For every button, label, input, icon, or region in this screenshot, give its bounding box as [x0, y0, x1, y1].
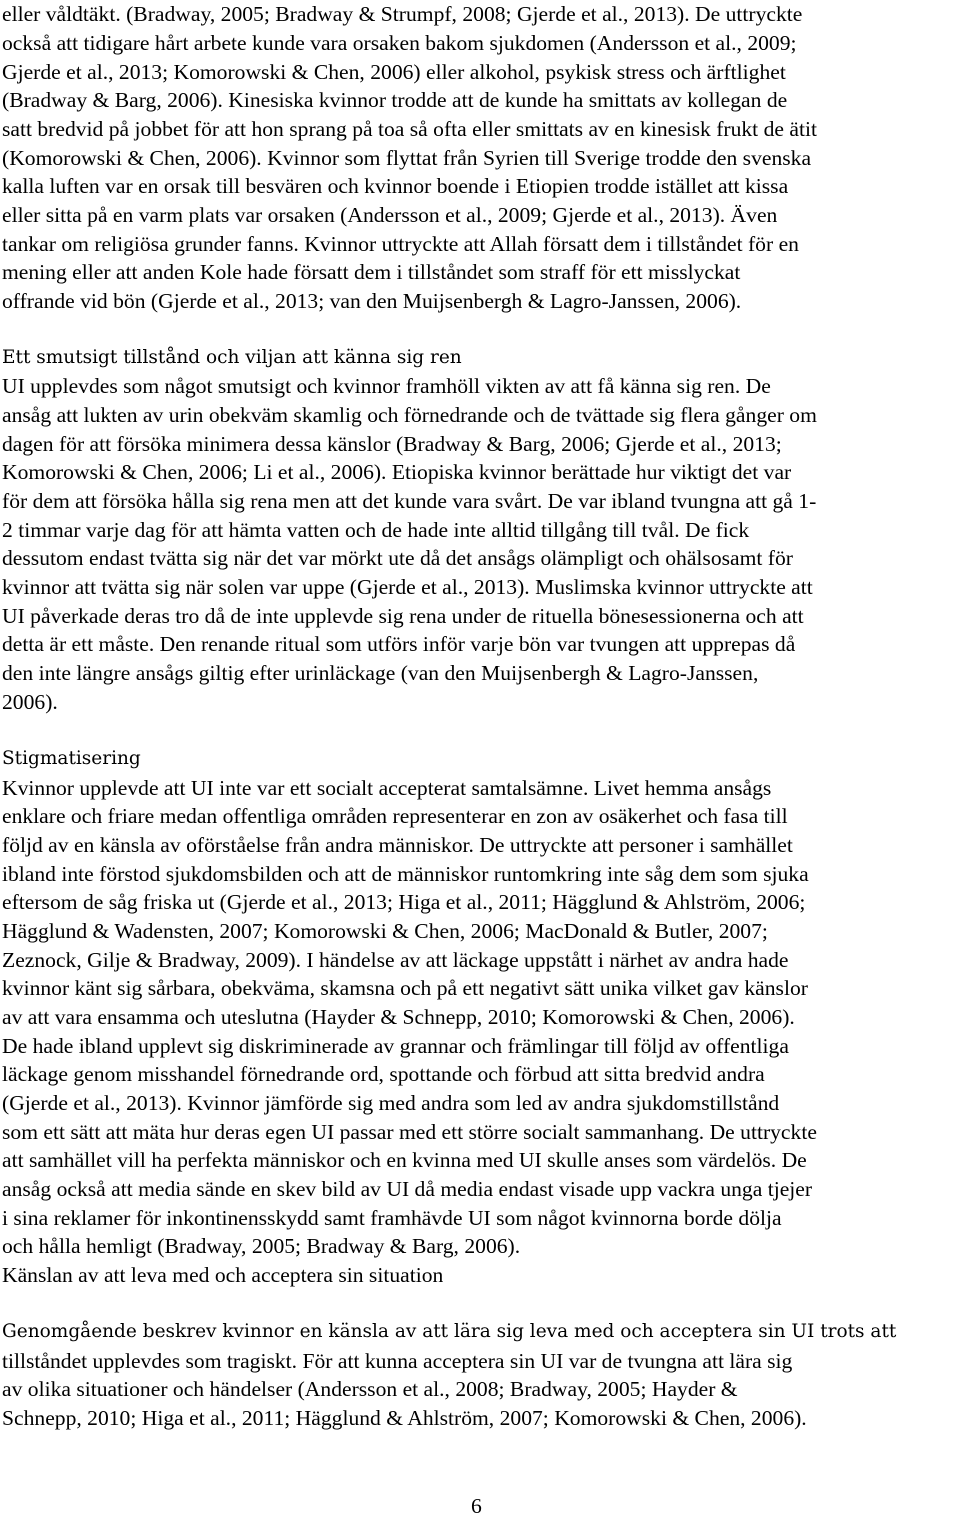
text-line: och hålla hemligt (Bradway, 2005; Bradway & Barg, 2006).	[2, 1234, 521, 1258]
text-line: mening eller att anden Kole hade försatt dem i tillståndet som straff för ett misslyckat	[2, 260, 741, 284]
text-line: satt bredvid på jobbet för att hon sprang på toa så ofta eller smittats av en kinesisk frukt de ätit	[2, 117, 817, 141]
text-line: offrande vid bön (Gjerde et al., 2013; van den Muijsenbergh & Lagro-Janssen, 2006).	[2, 289, 742, 313]
text-line: av olika situationer och händelser (Andersson et al., 2008; Bradway, 2005; Hayder &	[2, 1377, 738, 1401]
text-line: den inte längre ansågs giltig efter urinläckage (van den Muijsenbergh & Lagro-Janssen,	[2, 661, 759, 685]
text-line: Hägglund & Wadensten, 2007; Komorowski & Chen, 2006; MacDonald & Butler, 2007;	[2, 919, 768, 943]
text-line: 2 timmar varje dag för att hämta vatten och de hade inte alltid tillgång till tvål. De fick	[2, 518, 750, 542]
text-line: ibland inte förstod sjukdomsbilden och att de människor runtomkring inte såg dem som sjuka	[2, 862, 809, 886]
text-line: UI upplevdes som något smutsigt och kvinnor framhöll vikten av att få känna sig ren. De	[2, 374, 771, 398]
text-line: Känslan av att leva med och acceptera sin situation	[2, 1263, 444, 1287]
text-line: eller sitta på en varm plats var orsaken (Andersson et al., 2009; Gjerde et al., 2013). Även	[2, 203, 778, 227]
text-line: för dem att försöka hålla sig rena men att det kunde vara svårt. De var ibland tvungna att gå 1-	[2, 489, 817, 513]
section-heading: Ett smutsigt tillstånd och viljan att känna sig ren	[2, 347, 462, 368]
text-line: av att vara ensamma och uteslutna (Hayder & Schnepp, 2010; Komorowski & Chen, 2006).	[2, 1005, 795, 1029]
text-line: kvinnor att tvätta sig när solen var uppe (Gjerde et al., 2013). Muslimska kvinnor uttryckte att	[2, 575, 813, 599]
text-line: eller våldtäkt. (Bradway, 2005; Bradway & Strumpf, 2008; Gjerde et al., 2013). De uttryckte	[2, 2, 803, 26]
text-line: ansåg att lukten av urin obekväm skamlig och förnedrande och de tvättade sig flera gånger om	[2, 403, 817, 427]
text-line: följd av en känsla av oförståelse från andra människor. De uttryckte att personer i samhället	[2, 833, 793, 857]
text-line: i sina reklamer för inkontinensskydd samt framhävde UI som något kvinnorna borde dölja	[2, 1206, 782, 1230]
text-line: tillståndet upplevdes som tragiskt. För att kunna acceptera sin UI var de tvungna att lära sig	[2, 1349, 793, 1373]
text-line: detta är ett måste. Den renande ritual som utförs inför varje bön var tvungen att upprepas då	[2, 632, 796, 656]
text-line: kalla luften var en orsak till besvären och kvinnor boende i Etiopien trodde istället att kissa	[2, 174, 789, 198]
text-line: enklare och friare medan offentliga områden representerar en zon av osäkerhet och fasa till	[2, 804, 788, 828]
text-line: (Komorowski & Chen, 2006). Kvinnor som flyttat från Syrien till Sverige trodde den svenska	[2, 146, 812, 170]
text-line: läckage genom misshandel förnedrande ord, spottande och förbud att sitta bredvid andra	[2, 1062, 765, 1086]
text-line: dagen för att försöka minimera dessa känslor (Bradway & Barg, 2006; Gjerde et al., 2013;	[2, 432, 782, 456]
text-line: ansåg också att media sände en skev bild av UI då media endast visade upp vackra unga tjejer	[2, 1177, 813, 1201]
text-line: Komorowski & Chen, 2006; Li et al., 2006). Etiopiska kvinnor berättade hur viktigt det var	[2, 460, 792, 484]
section-heading: Stigmatisering	[2, 748, 141, 769]
text-line: Kvinnor upplevde att UI inte var ett socialt accepterat samtalsämne. Livet hemma ansågs	[2, 776, 772, 800]
text-line: som ett sätt att mäta hur deras egen UI passar med ett större socialt sammanhang. De uttryckte	[2, 1120, 817, 1144]
page-number: 6	[471, 1494, 482, 1518]
text-line: 2006).	[2, 690, 58, 714]
section-heading: Genomgående beskrev kvinnor en känsla av att lära sig leva med och acceptera sin UI trots att	[2, 1321, 897, 1342]
text-line: (Gjerde et al., 2013). Kvinnor jämförde sig med andra som led av andra sjukdomstillstånd	[2, 1091, 780, 1115]
text-line: också att tidigare hårt arbete kunde vara orsaken bakom sjukdomen (Andersson et al., 2009;	[2, 31, 797, 55]
text-line: kvinnor känt sig sårbara, obekväma, skamsna och på ett negativt sätt unika vilket gav känslor	[2, 976, 808, 1000]
text-line: De hade ibland upplevt sig diskriminerade av grannar och främlingar till följd av offentliga	[2, 1034, 789, 1058]
text-line: tankar om religiösa grunder fanns. Kvinnor uttryckte att Allah försatt dem i tillståndet för en	[2, 232, 799, 256]
text-line: Gjerde et al., 2013; Komorowski & Chen, 2006) eller alkohol, psykisk stress och ärftlighet	[2, 60, 786, 84]
text-line: UI påverkade deras tro då de inte upplevde sig rena under de rituella bönesessionerna och att	[2, 604, 804, 628]
text-line: att samhället vill ha perfekta människor och en kvinna med UI skulle anses som värdelös. De	[2, 1148, 807, 1172]
text-line: (Bradway & Barg, 2006). Kinesiska kvinnor trodde att de kunde ha smittats av kollegan de	[2, 88, 788, 112]
text-line: Schnepp, 2010; Higa et al., 2011; Hägglund & Ahlström, 2007; Komorowski & Chen, 2006).	[2, 1406, 807, 1430]
text-line: Zeznock, Gilje & Bradway, 2009). I händelse av att läckage uppstått i närhet av andra hade	[2, 948, 789, 972]
text-line: eftersom de såg friska ut (Gjerde et al., 2013; Higa et al., 2011; Hägglund & Ahlström, 2006;	[2, 890, 806, 914]
text-line: dessutom endast tvätta sig när det var mörkt ute då det ansågs olämpligt och ohälsosamt för	[2, 546, 793, 570]
